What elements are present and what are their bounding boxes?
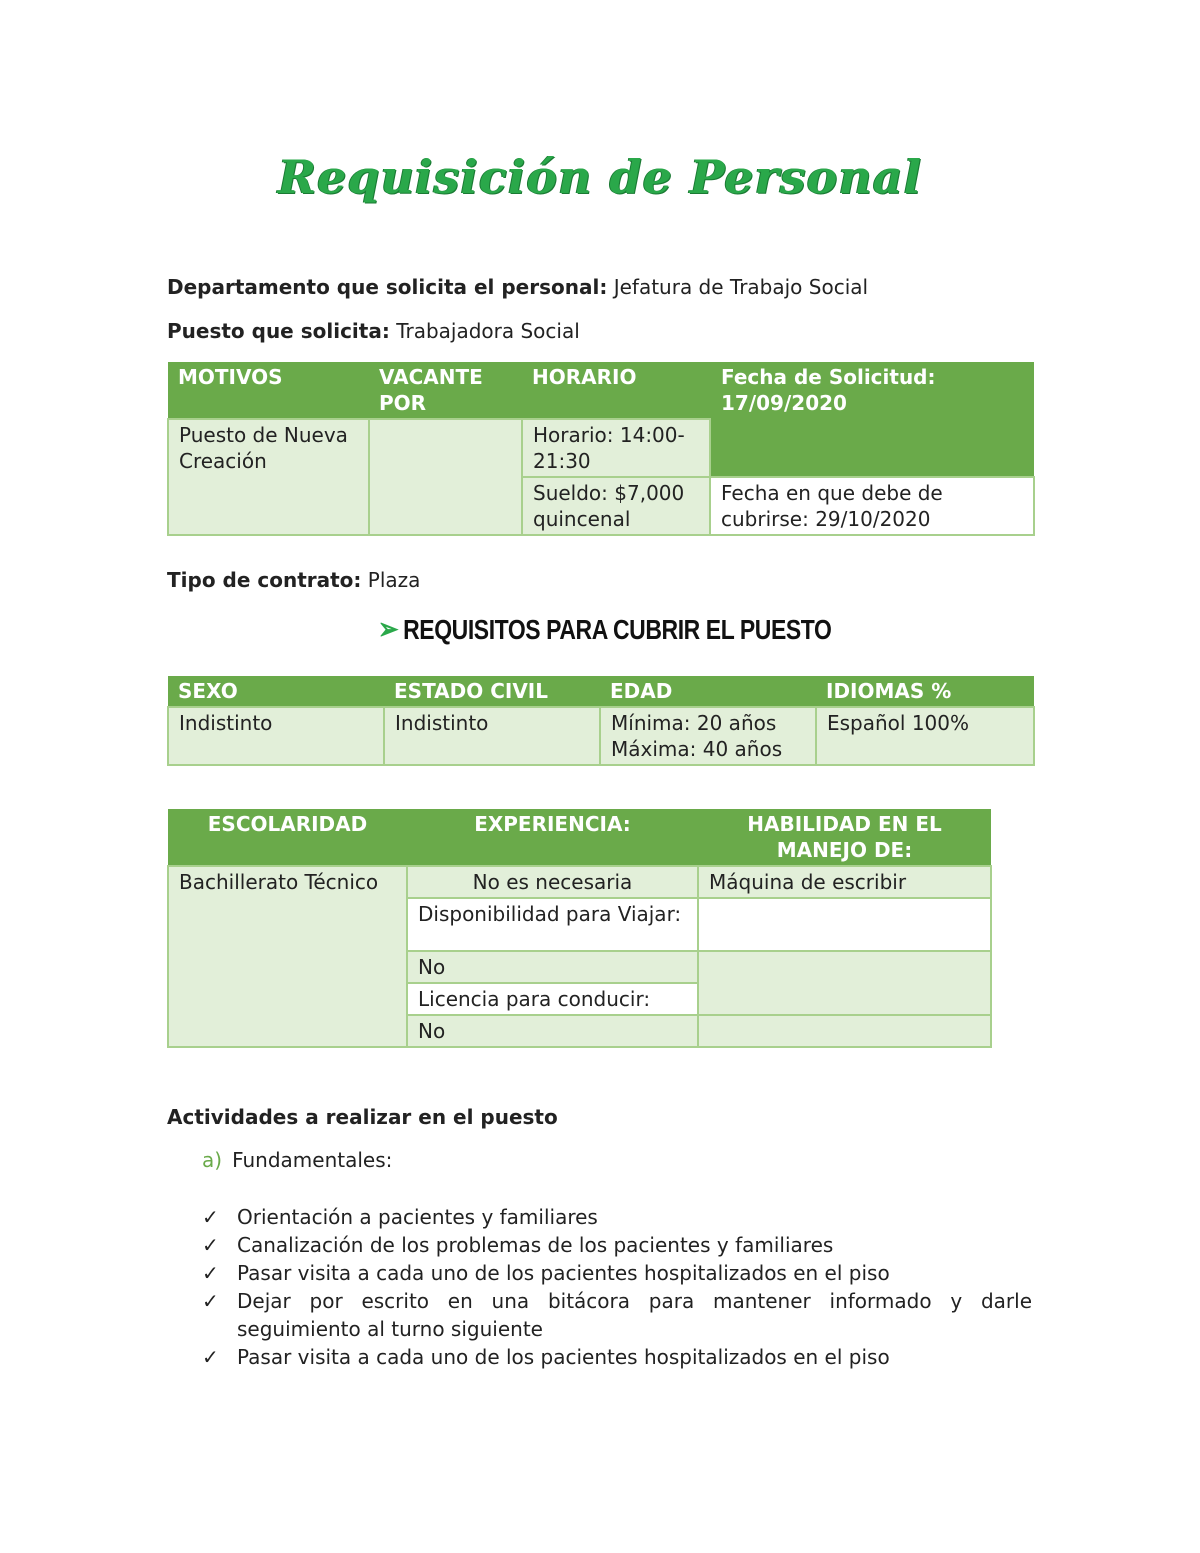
department-value: Jefatura de Trabajo Social	[613, 275, 869, 299]
requirements-table	[167, 676, 1035, 766]
list-item: ✓ Pasar visita a cada uno de los pacientes hospitalizados en el piso	[202, 1345, 890, 1369]
list-item: ✓ Dejar por escrito en una bitácora para mantener informado y darle seguimiento al turno siguiente	[202, 1289, 1032, 1341]
cell-horario: Horario: 14:00-21:30	[522, 419, 710, 477]
cell-empty-3	[698, 1015, 991, 1047]
checkmark-icon: ✓	[202, 1233, 219, 1257]
cell-disponibilidad-value: No	[407, 951, 698, 983]
checkmark-icon: ✓	[202, 1205, 219, 1229]
cell-estado-civil: Indistinto	[384, 707, 600, 765]
qualifications-table	[167, 809, 992, 1048]
cell-experiencia: No es necesaria	[407, 866, 698, 898]
header-fecha-solicitud: Fecha de Solicitud: 17/09/2020	[710, 362, 1034, 477]
header-escolaridad: ESCOLARIDAD	[168, 809, 407, 866]
cell-sueldo: Sueldo: $7,000 quincenal	[522, 477, 710, 535]
cell-edad	[600, 707, 816, 765]
cell-habilidad: Máquina de escribir	[698, 866, 991, 898]
request-table	[167, 362, 1035, 536]
contract-line	[167, 568, 420, 592]
cell-idiomas: Español 100%	[816, 707, 1034, 765]
edad-min: Mínima: 20 años	[611, 711, 777, 735]
header-habilidad: HABILIDAD EN EL MANEJO DE:	[698, 809, 991, 866]
header-idiomas: IDIOMAS %	[816, 676, 1034, 707]
header-edad: EDAD	[600, 676, 816, 707]
fundamentales-title: Fundamentales:	[232, 1148, 393, 1172]
header-experiencia: EXPERIENCIA:	[407, 809, 698, 866]
edad-max: Máxima: 40 años	[611, 737, 783, 761]
activities-list	[202, 1203, 1032, 1371]
cell-escolaridad: Bachillerato Técnico	[168, 866, 407, 1047]
fundamentales-label: a)	[202, 1148, 223, 1172]
position-value: Trabajadora Social	[396, 319, 580, 343]
contract-value: Plaza	[367, 568, 421, 592]
activities-heading: Actividades a realizar en el puesto	[167, 1105, 558, 1129]
list-item: ✓ Canalización de los problemas de los pacientes y familiares	[202, 1233, 834, 1257]
header-horario: HORARIO	[522, 362, 710, 419]
header-sexo: SEXO	[168, 676, 384, 707]
cell-sexo: Indistinto	[168, 707, 384, 765]
cell-empty-2	[698, 951, 991, 1015]
list-item: ✓ Pasar visita a cada uno de los pacientes hospitalizados en el piso	[202, 1261, 890, 1285]
cell-empty-1	[698, 898, 991, 951]
cell-motivo: Puesto de Nueva Creación	[168, 419, 369, 535]
checkmark-icon: ✓	[202, 1289, 219, 1313]
cell-fecha-cubrirse: Fecha en que debe de cubrirse: 29/10/2020	[710, 477, 1034, 535]
header-estado-civil: ESTADO CIVIL	[384, 676, 600, 707]
arrow-right-icon: ➢	[378, 613, 399, 646]
requirements-heading-text: REQUISITOS PARA CUBRIR EL PUESTO	[403, 614, 832, 645]
list-item: ✓ Orientación a pacientes y familiares	[202, 1205, 598, 1229]
department-line	[167, 275, 868, 299]
department-label: Departamento que solicita el personal:	[167, 275, 608, 299]
document-title: Requisición de Personal	[277, 150, 923, 204]
fundamentales-line	[202, 1148, 392, 1172]
position-line	[167, 319, 580, 343]
cell-licencia-value: No	[407, 1015, 698, 1047]
checkmark-icon: ✓	[202, 1261, 219, 1285]
header-vacante: VACANTE POR	[369, 362, 522, 419]
cell-licencia-label: Licencia para conducir:	[407, 983, 698, 1015]
header-motivos: MOTIVOS	[168, 362, 369, 419]
position-label: Puesto que solicita:	[167, 319, 390, 343]
cell-vacante	[369, 419, 522, 535]
requirements-heading	[378, 612, 831, 647]
checkmark-icon: ✓	[202, 1345, 219, 1369]
cell-disponibilidad-label: Disponibilidad para Viajar:	[407, 898, 698, 951]
contract-label: Tipo de contrato:	[167, 568, 362, 592]
